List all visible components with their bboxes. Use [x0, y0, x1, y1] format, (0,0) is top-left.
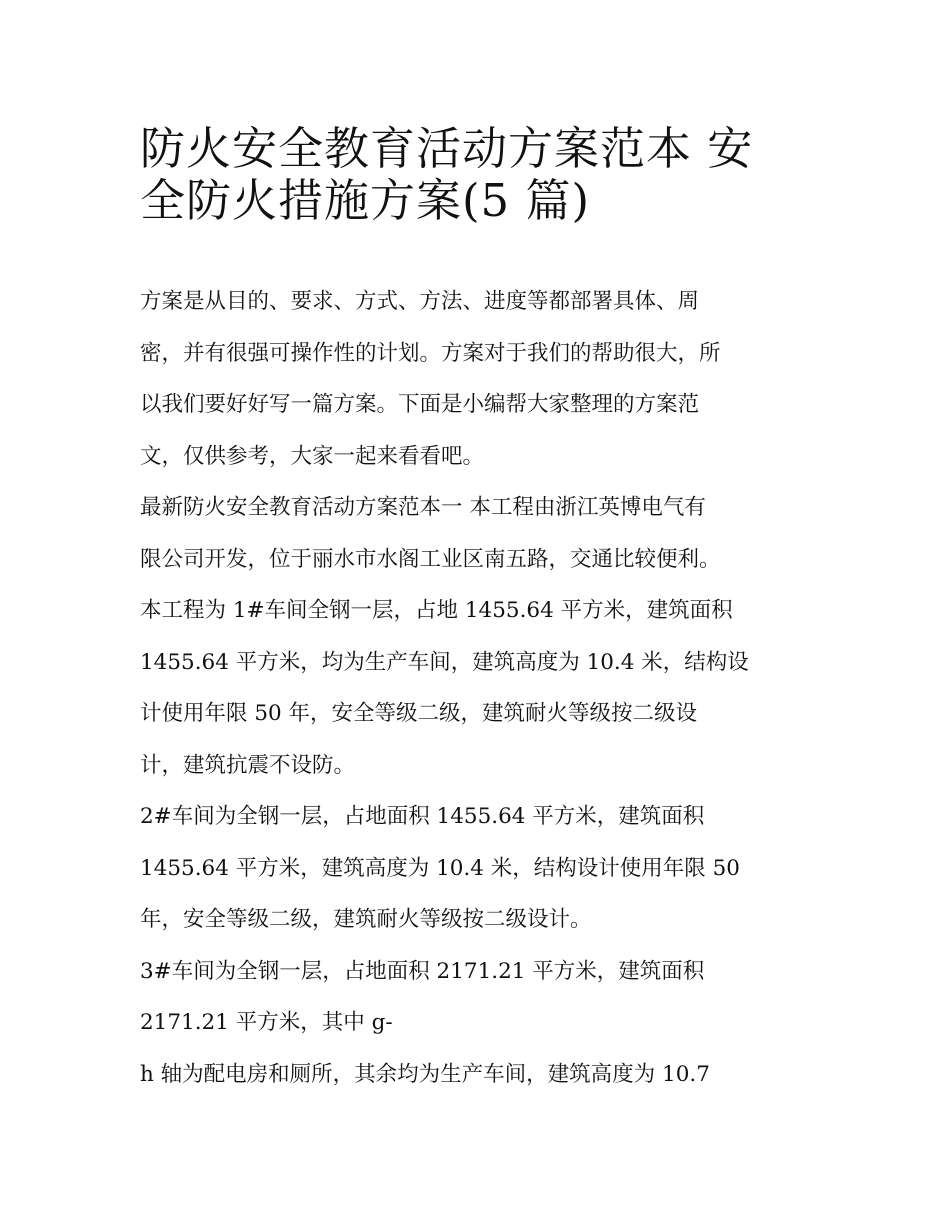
body-line: 1455.64 平方米，均为生产车间，建筑高度为 10.4 米，结构设	[140, 649, 749, 675]
document-body	[140, 276, 825, 1100]
body-line: 以我们要好好写一篇方案。下面是小编帮大家整理的方案范	[140, 392, 700, 417]
body-line: h 轴为配电房和厕所，其余均为生产车间，建筑高度为 10.7	[140, 1061, 710, 1087]
document-title	[140, 112, 830, 227]
body-line: 计使用年限 50 年，安全等级二级，建筑耐火等级按二级设	[140, 701, 698, 726]
body-line: 密，并有很强可操作性的计划。方案对于我们的帮助很大，所	[140, 340, 721, 366]
body-line: 最新防火安全教育活动方案范本一 本工程由浙江英博电气有	[140, 495, 706, 520]
body-line: 年，安全等级二级，建筑耐火等级按二级设计。	[140, 907, 592, 932]
body-line: 方案是从目的、要求、方式、方法、进度等都部署具体、周	[140, 289, 700, 314]
body-line: 文，仅供参考，大家一起来看看吧。	[140, 443, 485, 469]
title-line-1: 防火安全教育活动方案范本 安	[140, 122, 754, 175]
body-line: 2#车间为全钢一层，占地面积 1455.64 平方米，建筑面积	[140, 804, 705, 829]
body-line: 计，建筑抗震不设防。	[140, 752, 356, 778]
body-line: 限公司开发，位于丽水市水阁工业区南五路，交通比较便利。	[140, 546, 721, 572]
body-line: 1455.64 平方米，建筑高度为 10.4 米，结构设计使用年限 50	[140, 855, 740, 881]
title-line-2: 全防火措施方案(5 篇)	[140, 173, 591, 227]
body-line: 本工程为 1#车间全钢一层，占地 1455.64 平方米，建筑面积	[140, 598, 733, 623]
body-line: 2171.21 平方米，其中 g-	[140, 1010, 393, 1035]
body-line: 3#车间为全钢一层，占地面积 2171.21 平方米，建筑面积	[140, 958, 705, 984]
